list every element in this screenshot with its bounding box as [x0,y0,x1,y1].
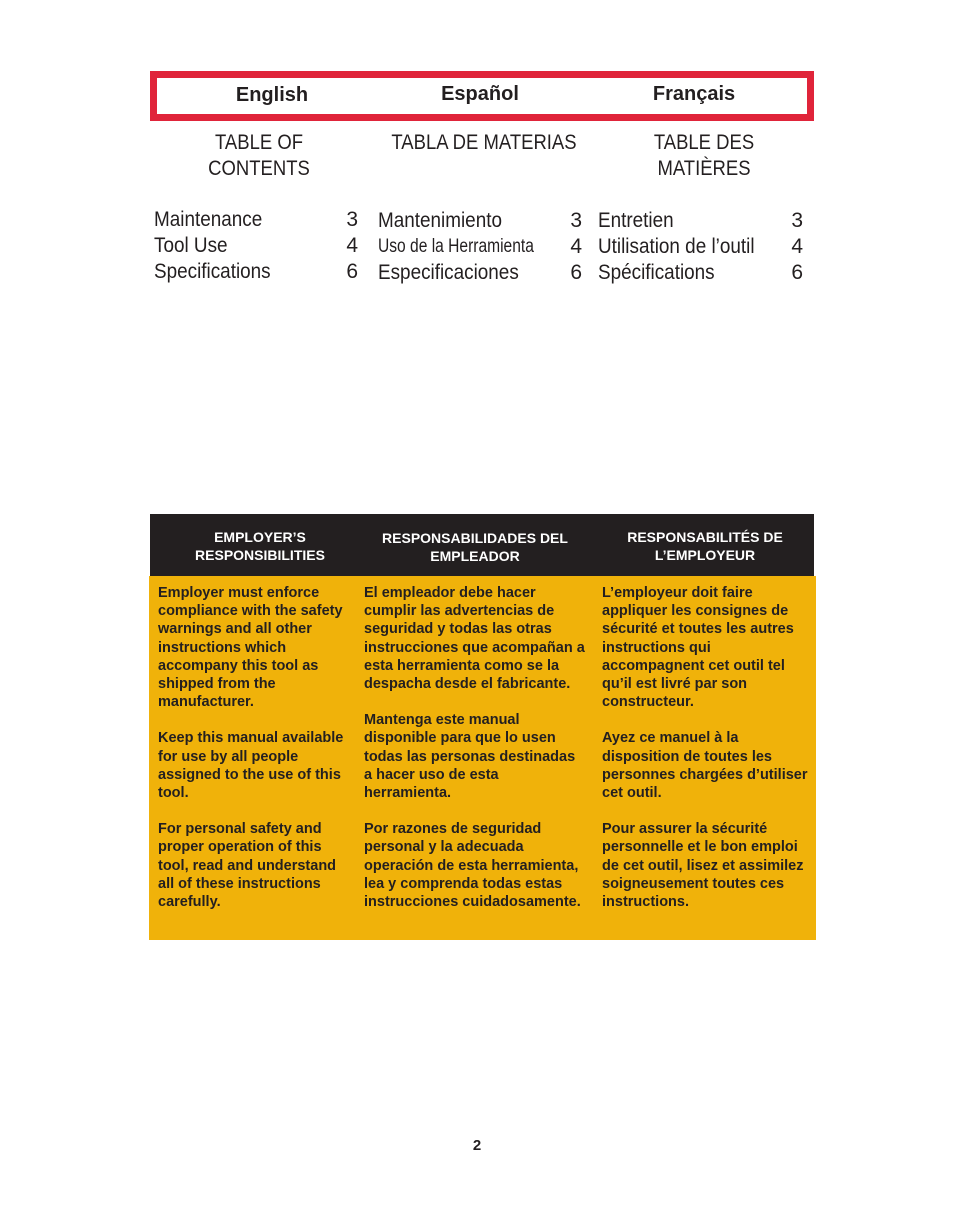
toc-item-page: 3 [570,209,582,232]
paragraph: Employer must enforce compliance with the safety warnings and all other instructions which accompany this tool as shipped from the manufacturer. [158,585,343,711]
toc-item-label: Tool Use [154,234,228,257]
toc-item [598,208,803,234]
toc-item [598,260,803,286]
toc-item-label: Utilisation de l’outil [598,235,755,258]
responsibilities-text-english [158,584,354,929]
toc-item-page: 6 [791,261,803,284]
toc-title-spanish: TABLA DE MATERIAS [391,131,577,154]
toc-item-page: 3 [346,208,358,231]
page-number: 2 [472,1137,482,1154]
toc-item-page: 4 [346,234,358,257]
responsibilities-header [150,514,814,576]
paragraph: Ayez ce manuel à la disposition de toutes les personnes chargées d’utiliser cet outil. [602,730,808,802]
toc-item-page: 4 [570,235,582,258]
paragraph: For personal safety and proper operation of this tool, read and understand all of these instructions carefully. [158,821,337,911]
language-spanish: Español [441,83,519,105]
paragraph: Mantenga este manual disponible para que lo usen todas las personas destinadas a hacer uso de esta herramienta. [364,712,576,802]
paragraph: Pour assurer la sécurité personnelle et le bon emploi de cet outil, lisez et assimilez soigneusement toutes ces instructions. [602,821,804,911]
toc-list-spanish [378,208,582,286]
toc-item-label: Entretien [598,209,674,232]
toc-item-label: Mantenimiento [378,209,502,232]
responsibilities-heading-french: RESPONSABILITÉS DE L’EMPLOYEUR [627,529,783,563]
toc-item-page: 4 [791,235,803,258]
language-french: Français [652,83,736,105]
toc-item-page: 6 [570,261,582,284]
toc-item-label: Spécifications [598,261,715,284]
paragraph: El empleador debe hacer cumplir las advertencias de seguridad y todas las otras instrucciones que acompañan a esta herramienta como se la despacha desde el fabricante. [364,585,585,693]
responsibilities-heading-spanish: RESPONSABILIDADES DEL EMPLEADOR [382,530,568,564]
responsibilities-text-french [602,584,808,929]
toc-item-label: Maintenance [154,208,263,231]
toc-item [598,234,803,260]
toc-item [378,208,582,234]
toc-list-english [154,207,358,285]
toc-item [378,260,582,286]
toc-item [154,233,358,259]
toc-item-label: Specifications [154,260,271,283]
toc-item [154,207,358,233]
responsibilities-text-spanish [364,584,586,929]
toc-item [378,234,582,260]
paragraph: Keep this manual available for use by all people assigned to the use of this tool. [158,730,344,802]
language-english: English [235,84,309,106]
toc-title-english: TABLE OF CONTENTS [208,131,310,180]
toc-list-french [598,208,803,286]
toc-item [154,259,358,285]
paragraph: Por razones de seguridad personal y la adecuada operación de esta herramienta, lea y comprenda todas estas instrucciones cuidadosamente. [364,821,581,911]
paragraph: L’employeur doit faire appliquer les consignes de sécurité et toutes les autres instructions qui accompagnent cet outil tel qu’il est livré par son constructeur. [602,585,794,711]
toc-item-label: Uso de la Herramienta [378,236,534,257]
responsibilities-heading-english: EMPLOYER’S RESPONSIBILITIES [195,529,325,563]
responsibilities-panel [149,576,816,940]
toc-item-page: 6 [346,260,358,283]
toc-item-page: 3 [791,209,803,232]
language-header-bar [150,71,814,121]
toc-item-label: Especificaciones [378,261,519,284]
toc-title-french: TABLE DES MATIÈRES [653,131,755,180]
